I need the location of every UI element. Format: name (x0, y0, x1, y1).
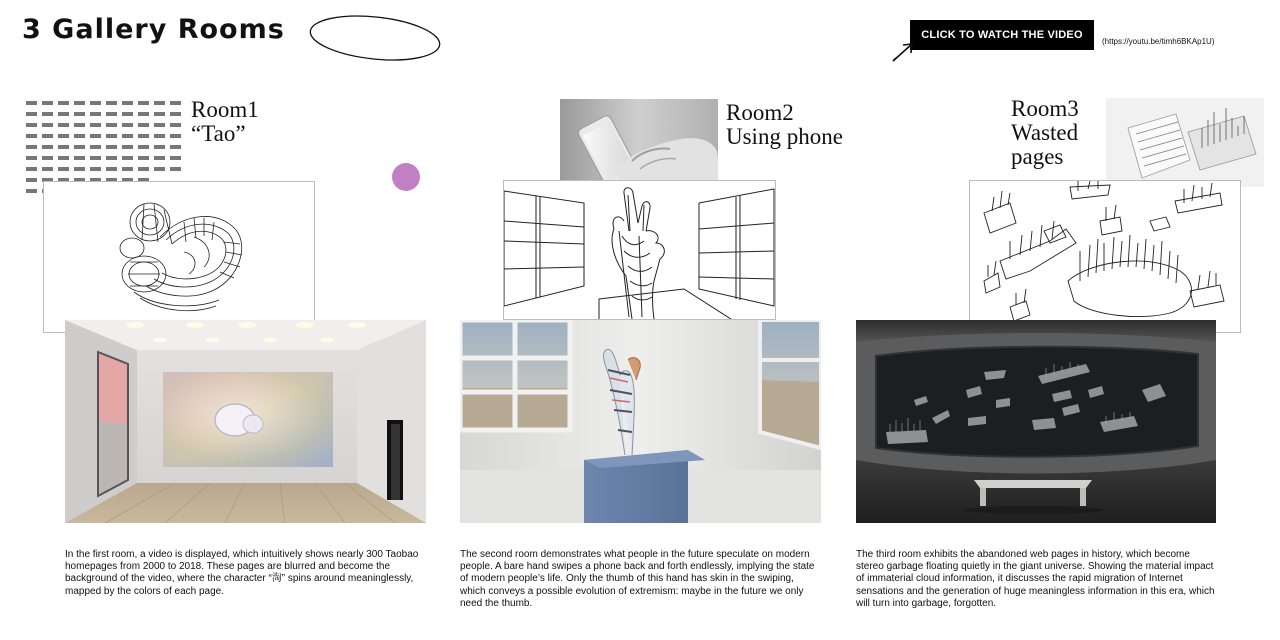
page-title: 3 Gallery Rooms (22, 14, 285, 45)
room3-gallery-render (856, 320, 1216, 523)
cursor-arrow-icon (890, 36, 920, 64)
room3-description: The third room exhibits the abandoned web pages in history, which become stereo garbage floating quietly in the giant universe. Showing the material impact of immaterial cloud information, it discusses the rapid migration of Internet sensations and the generation of huge meaningless information in this era, which will turn into garbage, forgotten. (856, 549, 1215, 609)
video-url-link[interactable]: (https://youtu.be/timh6BKAp1U) (1102, 37, 1215, 46)
phone-hand-photo (560, 99, 718, 183)
accent-dot (392, 163, 420, 191)
room1-heading-line2: “Tao” (191, 121, 246, 146)
watch-video-button[interactable]: CLICK TO WATCH THE VIDEO (910, 20, 1094, 50)
room2-wireframe-hand (503, 180, 776, 320)
title-ellipse-decoration (308, 14, 442, 62)
room2-heading-line2: Using phone (726, 124, 843, 149)
room2-heading-line1: Room2 (726, 100, 794, 125)
room1-heading-line1: Room1 (191, 97, 259, 122)
room3-heading (1011, 97, 1079, 169)
room2-description: The second room demonstrates what people in the future speculate on modern people. A bare hand swipes a phone back and forth endlessly, implying the state of modern people’s life. Only the thumb of this hand has skin in the swiping, which conveys a possible evolution of extremism: maybe in the future we only need the thumb. (460, 549, 815, 609)
room1-wireframe-model (43, 181, 315, 333)
room3-heading-line3: pages (1011, 144, 1064, 169)
room1-heading (191, 98, 259, 146)
room1-description: In the first room, a video is displayed, which intuitively shows nearly 300 Taobao homepages from 2000 to 2018. These pages are blurred and become the background of the video, where the character “淘” spins around meaninglessly, mapped by the colors of each page. (65, 549, 419, 597)
room2-heading (726, 101, 843, 149)
wasted-pages-thumbnail (1106, 98, 1264, 187)
room2-gallery-render (460, 320, 821, 523)
room1-gallery-render (65, 320, 426, 523)
room3-wireframe-garbage (969, 180, 1241, 333)
room3-heading-line2: Wasted (1011, 120, 1079, 145)
room3-heading-line1: Room3 (1011, 96, 1079, 121)
